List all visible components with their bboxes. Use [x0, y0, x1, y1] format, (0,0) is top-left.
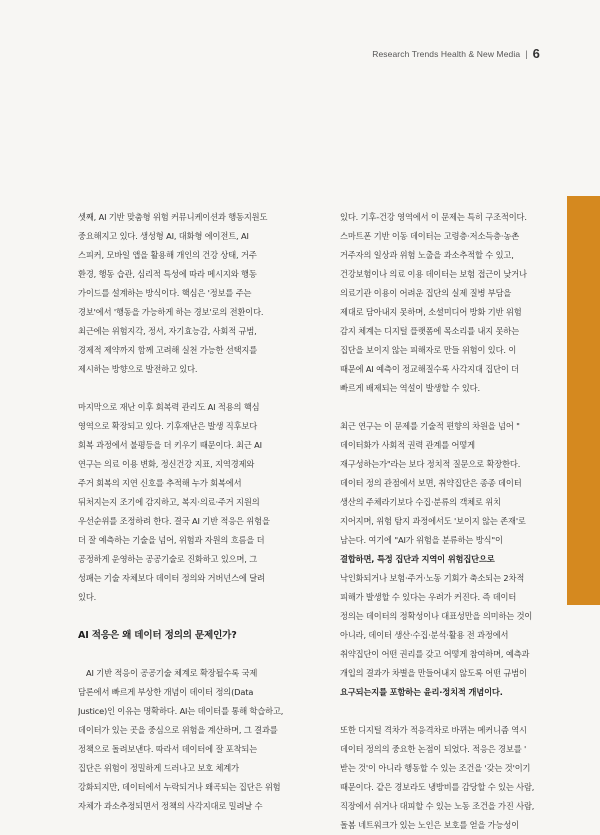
text-line: 셋째, AI 기반 맞춤형 위험 커뮤니케이션과 행동지원도 [78, 212, 268, 222]
text-line: 재구성하는가"라는 보다 정치적 질문으로 확장한다. [340, 459, 521, 469]
text-line: 더 잘 예측하는 기술을 넘어, 위험과 자원의 흐름을 더 [78, 535, 265, 545]
text-line: 최근 연구는 이 문제를 기술적 편향의 차원을 넘어 " [340, 421, 520, 431]
running-title: Research Trends Health & New Media [372, 48, 521, 59]
text-line: 우선순위를 조정하려 한다. 결국 AI 기반 적응은 위험을 [78, 516, 270, 526]
text-line: 데이터 정의 관점에서 보면, 취약집단은 종종 데이터 [340, 478, 522, 488]
text-line: 스피커, 모바일 앱을 활용해 개인의 건강 상태, 거주 [78, 250, 257, 260]
text-line: 받는 것'이 아니라 행동할 수 있는 조건을 '갖는 것'이기 [340, 763, 531, 773]
text-line: 또한 디지털 격차가 적응격차로 바뀌는 메커니즘 역시 [340, 725, 527, 735]
text-line: 경제적 제약까지 함께 고려해 실천 가능한 선택지를 [78, 345, 258, 355]
text-line: 영역으로 확장되고 있다. 기후재난은 발생 직후보다 [78, 421, 258, 431]
text-line: 취약집단이 어떤 권리를 갖고 어떻게 참여하며, 예측과 [340, 649, 530, 659]
paragraph [340, 208, 554, 398]
text-line: 집단은 위험이 정밀하게 드러나고 보호 체계가 [78, 763, 239, 773]
text-line: 스마트폰 기반 이동 데이터는 고령층·저소득층·농촌 [340, 231, 520, 241]
right-column [340, 208, 554, 835]
accent-side-bar [567, 196, 600, 605]
text-line: 연구는 의료 이용 변화, 정신건강 지표, 지역경제와 [78, 459, 255, 469]
text-line: 정의는 데이터의 정확성이나 대표성만을 의미하는 것이 [340, 611, 533, 621]
text-line: 강화되지만, 데이터에서 누락되거나 왜곡되는 집단은 위험 [78, 782, 281, 792]
text-line: 회복 과정에서 불평등을 더 키우기 때문이다. 최근 AI [78, 440, 262, 450]
text-line: AI 기반 적응이 공공기술 체계로 확장될수록 국제 [86, 668, 258, 678]
text-line: 개입의 결과가 차별을 만들어내지 않도록 어떤 규범이 [340, 668, 527, 678]
text-line: 제대로 담아내지 못하며, 소셜미디어 방화 기반 위험 [340, 307, 522, 317]
text-line: 남는다. 여기에 "AI가 위험을 분류하는 방식"이 [340, 535, 503, 545]
text-line: 때문에 AI 예측이 정교해질수록 사각지대 집단이 더 [340, 364, 520, 374]
text-line: 생산의 주체라기보다 수집·분류의 객체로 위치 [340, 497, 501, 507]
text-line: 주거 회복의 지연 신호를 추적해 누가 회복에서 [78, 478, 242, 488]
text-line: 데이터가 있는 곳을 중심으로 위험을 계산하며, 그 결과를 [78, 725, 278, 735]
text-line: 공정하게 운영하는 공공기술로 진화하고 있으며, 그 [78, 554, 258, 564]
text-line: 환경, 행동 습관, 심리적 특성에 따라 메시지와 행동 [78, 269, 257, 279]
section-heading: AI 적응은 왜 데이터 정의의 문제인가? [78, 630, 237, 641]
text-line: 마지막으로 재난 이후 회복력 관리도 AI 적용의 핵심 [78, 402, 260, 412]
text-line: 집단을 보이지 않는 피해자로 만들 위험이 있다. 이 [340, 345, 517, 355]
text-line: 담론에서 빠르게 부상한 개념이 데이터 정의(Data [78, 687, 254, 697]
text-line: 제시하는 방향으로 발전하고 있다. [78, 364, 198, 374]
header-separator: | [525, 48, 528, 59]
text-line: 직장에서 쉬거나 대피할 수 있는 노동 조건을 가진 사람, [340, 801, 535, 811]
text-line: 데이터 정의의 중요한 논점이 되었다. 적응은 경보를 ' [340, 744, 527, 754]
text-line: 있다. 기후-건강 영역에서 이 문제는 특히 구조적이다. [340, 212, 527, 222]
text-line: 빠르게 배제되는 역설이 발생할 수 있다. [340, 383, 480, 393]
text-line: 최근에는 위험지각, 정서, 자기효능감, 사회적 규범, [78, 326, 257, 336]
text-line: 가이드를 설계하는 방식이다. 핵심은 '정보를 주는 [78, 288, 252, 298]
text-line: 의료기관 이용이 어려운 집단의 실제 질병 부담을 [340, 288, 512, 298]
text-line: 경보'에서 '행동을 가능하게 하는 경보'로의 전환이다. [78, 307, 264, 317]
text-line: 결합하면, 특정 집단과 지역이 위험집단으로 [340, 554, 495, 564]
left-column [78, 208, 292, 816]
text-line: 감지 체계는 디지털 플랫폼에 목소리를 내지 못하는 [340, 326, 520, 336]
text-line: 건강보험이나 의료 이용 데이터는 보험 접근이 낮거나 [340, 269, 527, 279]
paragraph [340, 417, 554, 702]
text-line: 뒤처지는지 조기에 감지하고, 복지·의료·주거 지원의 [78, 497, 260, 507]
text-line: 때문이다. 같은 경보라도 냉방비를 감당할 수 있는 사람, [340, 782, 535, 792]
text-line: 피해가 발생할 수 있다는 우려가 커진다. 즉 데이터 [340, 592, 517, 602]
text-line: 데이터화가 사회적 권력 관계를 어떻게 [340, 440, 476, 450]
page-number: 6 [532, 46, 540, 61]
running-header [372, 46, 540, 61]
paragraph [78, 664, 292, 816]
text-line: 지어지며, 위험 탐지 과정에서도 '보이지 않는 존재'로 [340, 516, 526, 526]
text-line: 낙인화되거나 보험·주거·노동 기회가 축소되는 2차적 [340, 573, 525, 583]
paragraph [78, 208, 292, 379]
text-line: 요구되는지를 포함하는 윤리·정치적 개념이다. [340, 687, 503, 697]
text-line: 아니라, 데이터 생산·수집·분석·활용 전 과정에서 [340, 630, 509, 640]
text-line: 자체가 과소추정되면서 정책의 사각지대로 밀려날 수 [78, 801, 263, 811]
text-line: 거주자의 일상과 위험 노출을 과소추적할 수 있고, [340, 250, 514, 260]
paragraph [78, 398, 292, 607]
text-line: 정책으로 돌려보낸다. 따라서 데이터에 잘 포착되는 [78, 744, 258, 754]
text-line: Justice)인 이유는 명확하다. AI는 데이터를 통해 학습하고, [78, 706, 284, 716]
text-line: 성패는 기술 자체보다 데이터 정의와 거버넌스에 달려 [78, 573, 265, 583]
text-line: 중요해지고 있다. 생성형 AI, 대화형 에이전트, AI [78, 231, 249, 241]
text-line: 돌봄 네트워크가 있는 노인은 보호를 얻을 가능성이 [340, 820, 520, 830]
paragraph [340, 721, 554, 835]
text-line: 있다. [78, 592, 97, 602]
